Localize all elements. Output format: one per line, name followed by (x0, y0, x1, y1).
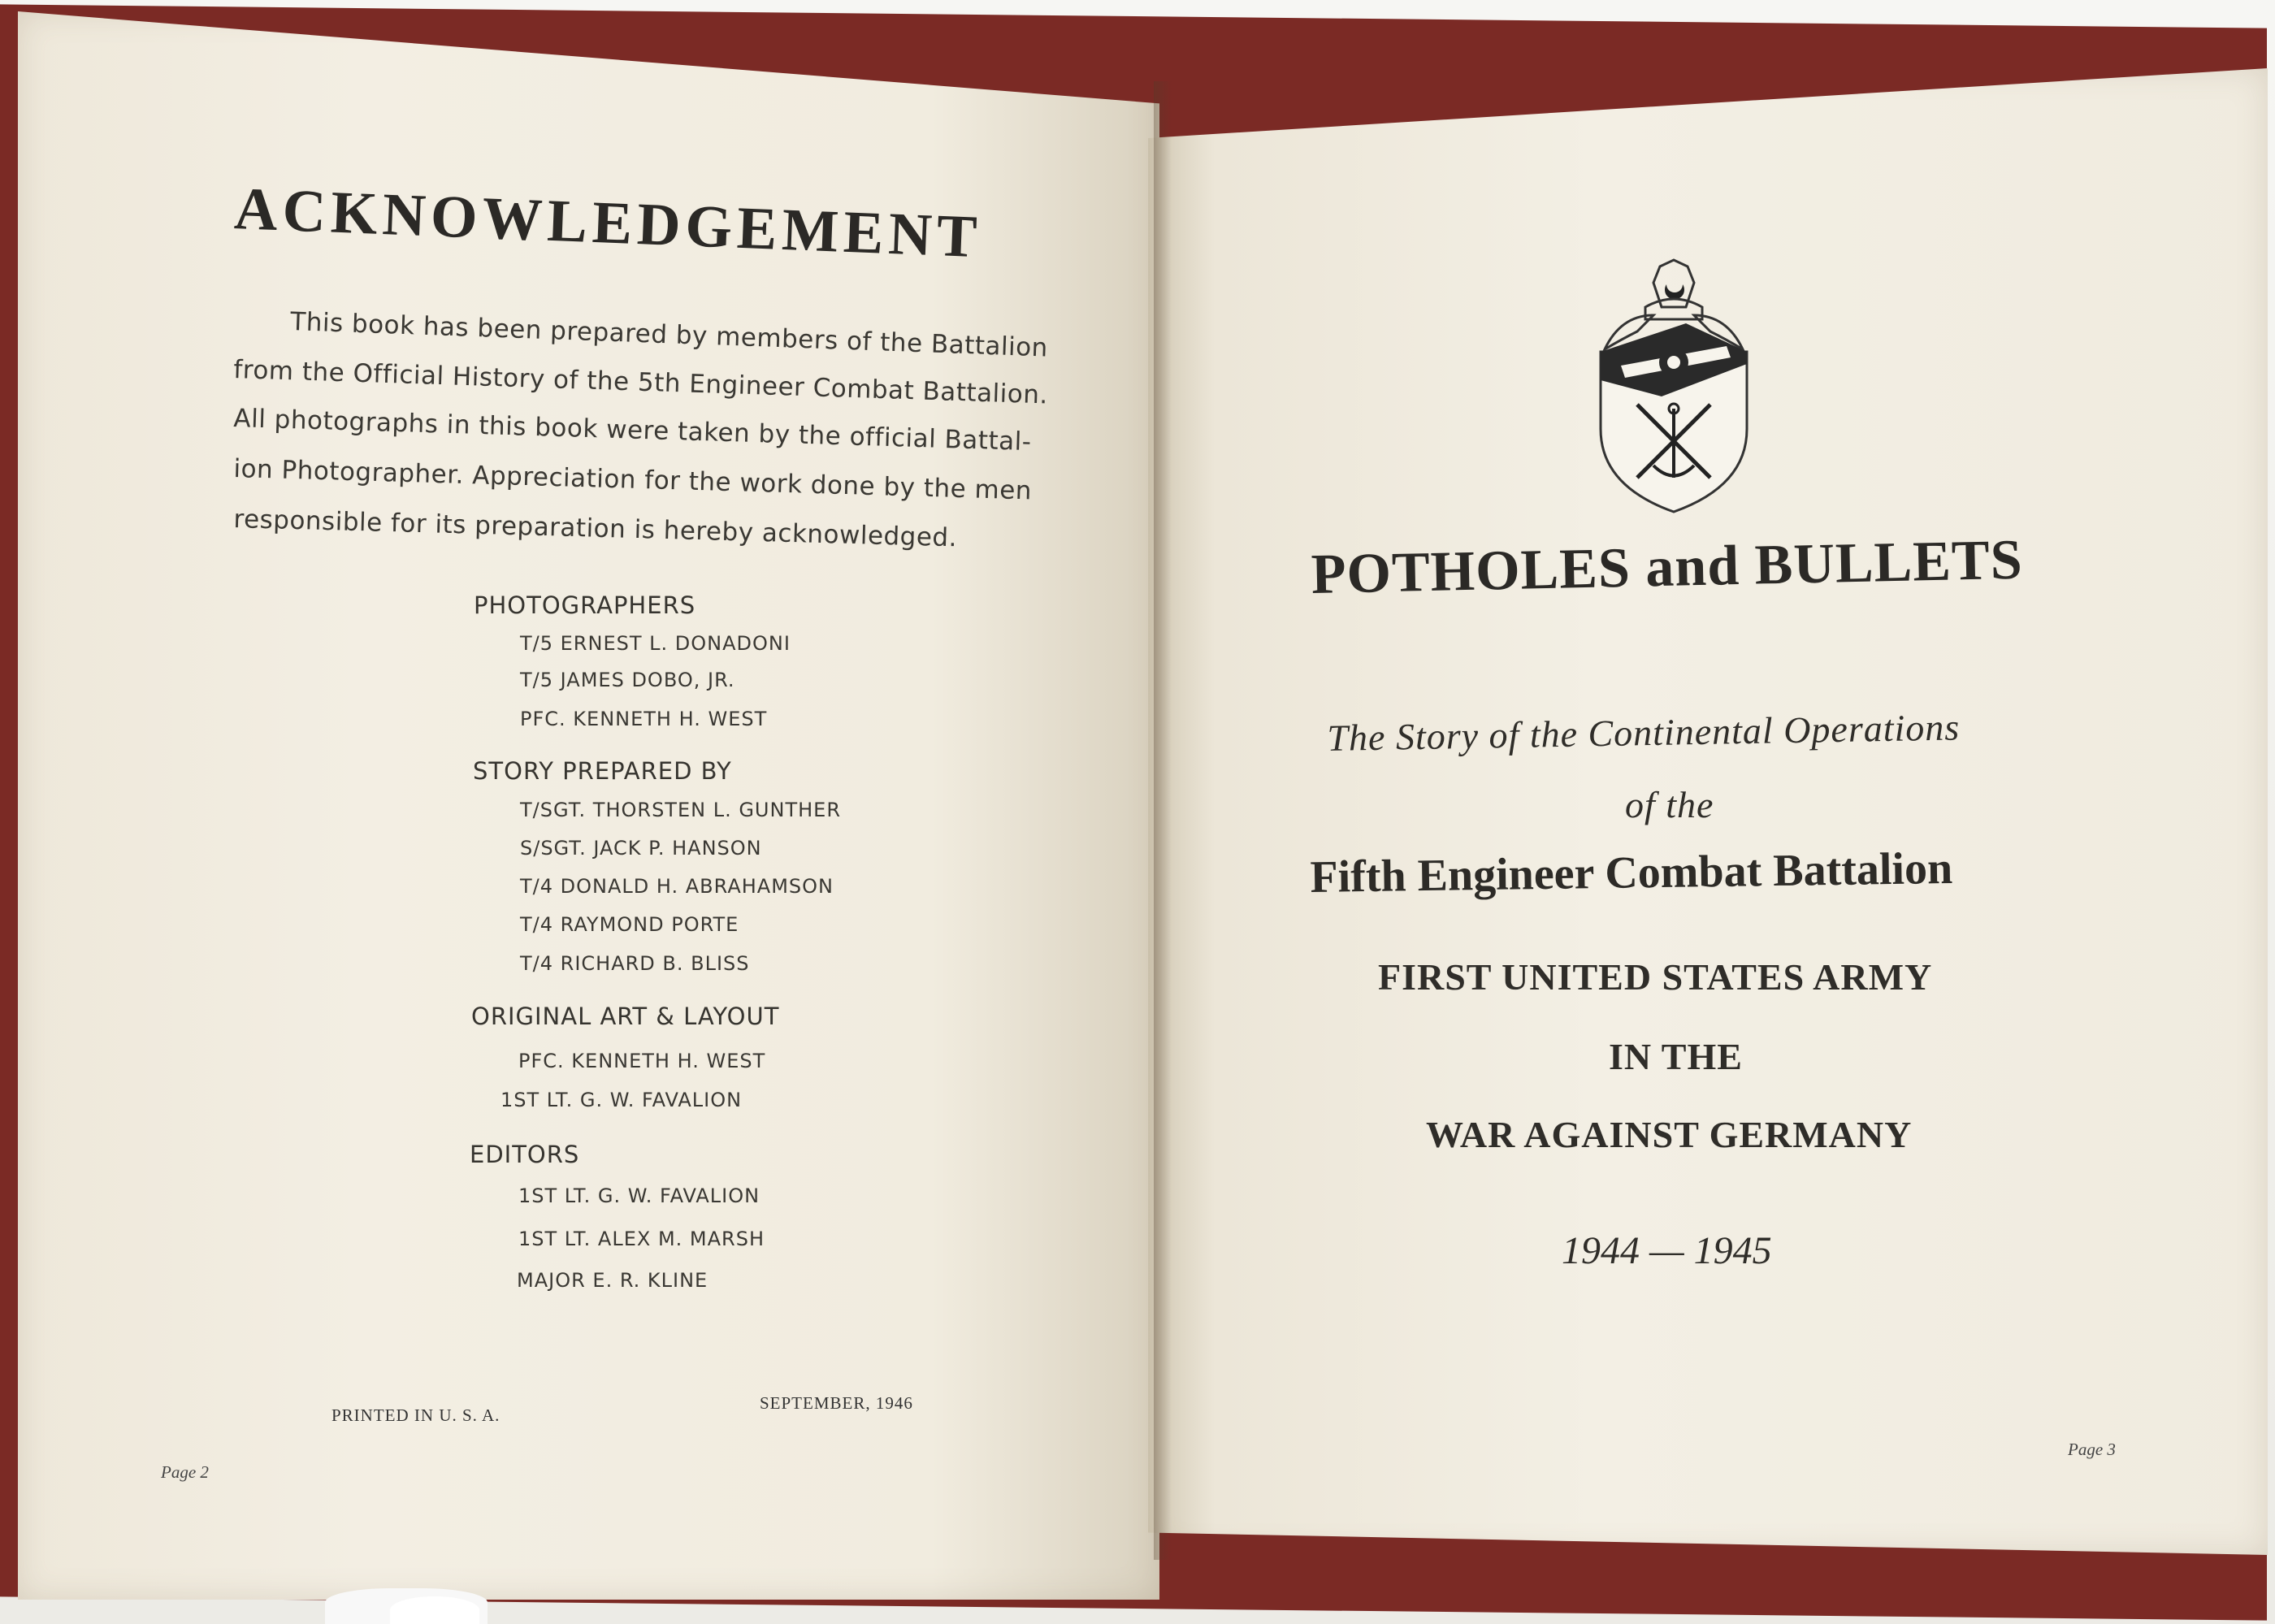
section-title-photographers: PHOTOGRAPHERS (474, 591, 696, 619)
credit-name: 1ST LT. ALEX M. MARSH (518, 1228, 765, 1250)
credit-name: PFC. KENNETH H. WEST (520, 708, 768, 730)
unit-name: Fifth Engineer Combat Battalion (1310, 842, 1953, 903)
credit-name: MAJOR E. R. KLINE (517, 1269, 708, 1292)
army-line-3: WAR AGAINST GERMANY (1426, 1114, 1913, 1155)
army-line-2: IN THE (1609, 1036, 1743, 1077)
book-gutter (1154, 81, 1172, 1560)
section-title-story: STORY PREPARED BY (473, 757, 732, 785)
paragraph-line: All photographs in this book were taken by the official Battal- (232, 404, 1032, 457)
credit-name: S/SGT. JACK P. HANSON (520, 837, 762, 860)
book-title: POTHOLES and BULLETS (1311, 528, 2024, 606)
coat-of-arms-icon (1588, 258, 1759, 517)
cloth-fold-highlight (390, 1596, 479, 1624)
years: 1944 — 1945 (1562, 1229, 1772, 1272)
page-number-right: Page 3 (2068, 1440, 2116, 1459)
acknowledgement-heading: ACKNOWLEDGEMENT (232, 175, 983, 271)
printed-in-usa: PRINTED IN U. S. A. (332, 1405, 500, 1425)
credit-name: T/SGT. THORSTEN L. GUNTHER (520, 799, 841, 821)
paragraph-line: from the Official History of the 5th Engineer Combat Battalion. (232, 355, 1049, 410)
paragraph-line: responsible for its preparation is hereby acknowledged. (233, 505, 958, 553)
credit-name: T/5 JAMES DOBO, JR. (520, 669, 735, 691)
subtitle-line-2: of the (1625, 784, 1714, 825)
army-line-1: FIRST UNITED STATES ARMY (1378, 956, 1933, 998)
section-title-editors: EDITORS (470, 1141, 580, 1168)
paragraph-line: ion Photographer. Appreciation for the work done by the men (232, 454, 1033, 506)
credit-name: T/4 RAYMOND PORTE (520, 913, 739, 936)
credit-name: PFC. KENNETH H. WEST (518, 1050, 766, 1072)
credit-name: 1ST LT. G. W. FAVALION (500, 1089, 743, 1111)
page-number-left: Page 2 (161, 1462, 209, 1482)
credit-name: 1ST LT. G. W. FAVALION (518, 1184, 760, 1207)
credit-name: T/4 DONALD H. ABRAHAMSON (520, 875, 834, 898)
credit-name: T/4 RICHARD B. BLISS (520, 952, 750, 975)
credit-name: T/5 ERNEST L. DONADONI (520, 632, 791, 655)
subtitle-line-1: The Story of the Continental Operations (1327, 706, 1961, 759)
paragraph-line: This book has been prepared by members of the Battalion (289, 307, 1049, 363)
print-date: SEPTEMBER, 1946 (760, 1393, 913, 1413)
section-title-art: ORIGINAL ART & LAYOUT (471, 1003, 780, 1030)
